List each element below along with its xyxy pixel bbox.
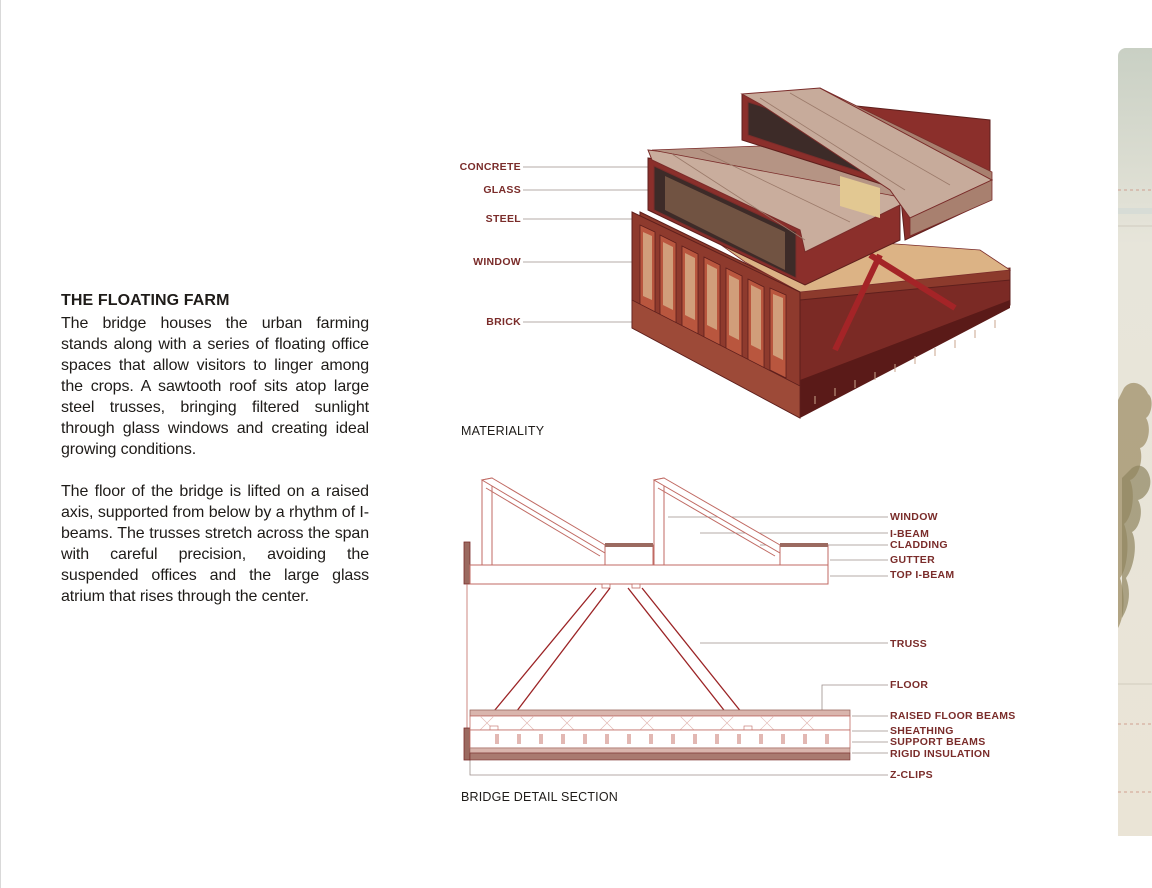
label-concrete: CONCRETE (459, 161, 521, 173)
left-wall-bottom (464, 728, 470, 760)
label-sheathing: SHEATHING (890, 725, 954, 737)
label-glass: GLASS (483, 184, 521, 196)
label-brick: BRICK (486, 316, 521, 328)
label-raised-floor-beams: RAISED FLOOR BEAMS (890, 710, 1016, 722)
truss-plate-right (632, 584, 640, 588)
label-window: WINDOW (473, 256, 521, 268)
sawtooth-roof-2 (654, 478, 828, 565)
floor-finish (470, 710, 850, 716)
top-i-beam (470, 565, 828, 584)
label-steel: STEEL (485, 213, 521, 225)
materiality-caption: MATERIALITY (461, 424, 545, 438)
sawtooth-roof-1 (482, 478, 653, 565)
label-z-clips: Z-CLIPS (890, 769, 933, 781)
label-rigid-insulation: RIGID INSULATION (890, 748, 991, 760)
label-floor: FLOOR (890, 679, 929, 691)
label-gutter: GUTTER (890, 554, 935, 566)
label-support-beams: SUPPORT BEAMS (890, 736, 986, 748)
label-section-window: WINDOW (890, 511, 938, 523)
label-cladding: CLADDING (890, 539, 948, 551)
adjacent-page-image-strip (1118, 48, 1152, 836)
gutter-1 (605, 543, 653, 547)
rigid-insulation (470, 748, 850, 753)
label-top-i-beam: TOP I-BEAM (890, 569, 955, 581)
adjacent-page-illustration (1118, 48, 1152, 836)
support-beams (470, 730, 850, 748)
z-clips (470, 753, 850, 760)
truss (480, 588, 754, 728)
intro-paragraph-2: The floor of the bridge is lifted on a raised axis, supported from below by a rhythm of I-beams. The trusses stretch across the span with careful precision, avoiding the suspended offices and the large glass atrium that rises through the center. (61, 483, 369, 605)
gutter-2 (780, 543, 828, 547)
label-i-beam: I-BEAM (890, 528, 930, 540)
intro-paragraph-1: The bridge houses the urban farming stands along with a series of floating office spaces that allow visitors to linger among the crops. A sawtooth roof sits atop large steel trusses, bringing filtered sunlight through glass windows and creating ideal growing conditions. (61, 315, 369, 458)
truss-foot-right (744, 726, 752, 730)
section-title: THE FLOATING FARM (61, 292, 230, 309)
left-wall-top (464, 542, 470, 584)
label-truss: TRUSS (890, 638, 928, 650)
truss-plate-left (602, 584, 610, 588)
truss-foot-left (490, 726, 498, 730)
section-caption: BRIDGE DETAIL SECTION (461, 790, 619, 804)
